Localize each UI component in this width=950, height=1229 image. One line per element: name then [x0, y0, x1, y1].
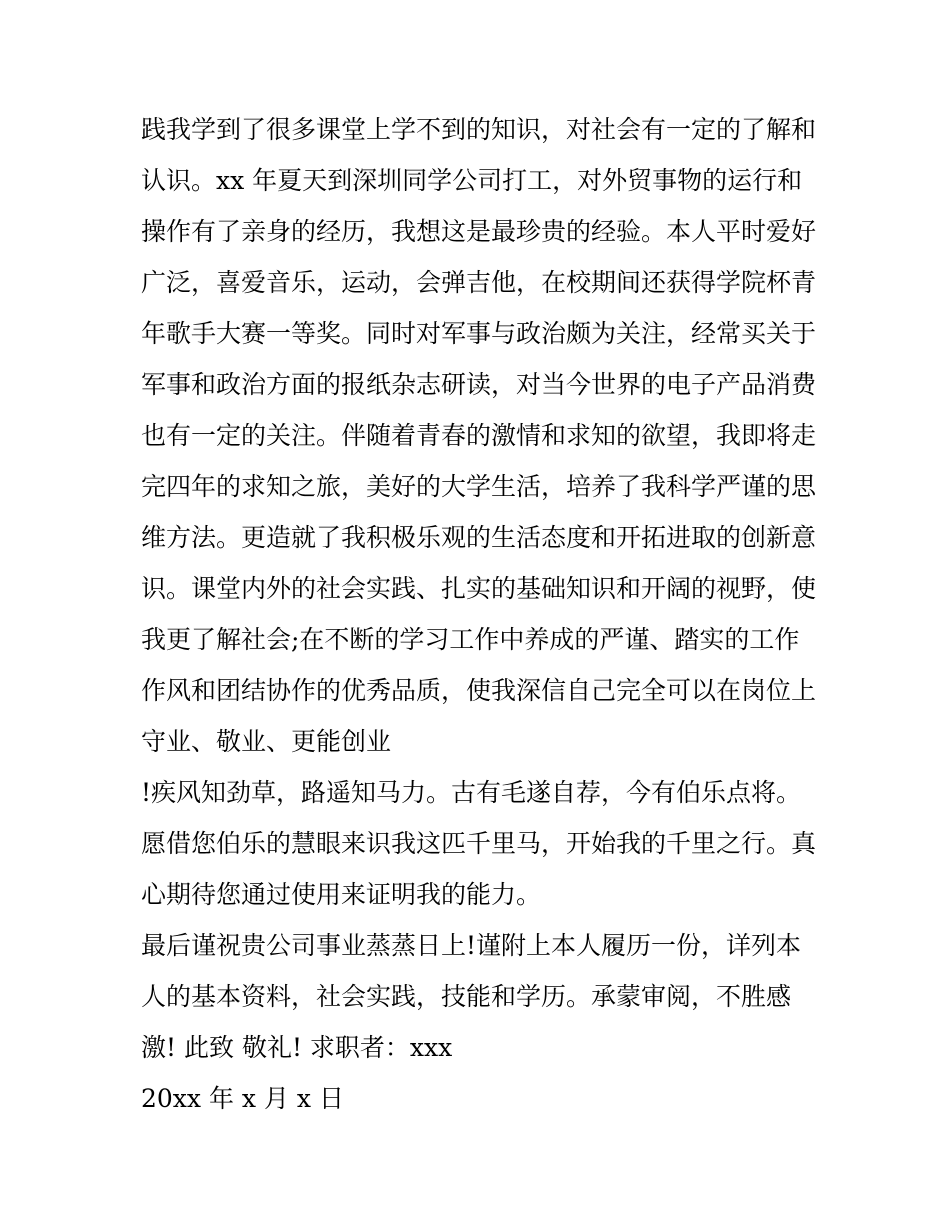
text-line: 维方法。更造就了我积极乐观的生活态度和开拓进取的创新意: [141, 523, 817, 552]
document-body: [141, 104, 821, 1124]
text-line: 愿借您伯乐的慧眼来识我这匹千里马，开始我的千里之行。真: [141, 829, 817, 858]
text-line: 最后谨祝贵公司事业蒸蒸日上!谨附上本人履历一份，详列本: [141, 931, 802, 960]
text-line: 年歌手大赛一等奖。同时对军事与政治颇为关注，经常买关于: [141, 319, 817, 348]
text-line: 也有一定的关注。伴随着青春的激情和求知的欲望，我即将走: [141, 421, 817, 450]
text-line: 识。课堂内外的社会实践、扎实的基础知识和开阔的视野，使: [141, 574, 817, 603]
text-line: 守业、敬业、更能创业: [141, 727, 392, 756]
text-line: 践我学到了很多课堂上学不到的知识，对社会有一定的了解和: [141, 115, 817, 144]
text-line: 人的基本资料，社会实践，技能和学历。承蒙审阅，不胜感: [141, 982, 792, 1011]
text-line: 心期待您通过使用来证明我的能力。: [141, 880, 542, 909]
text-line: !疾风知劲草，路遥知马力。古有毛遂自荐，今有伯乐点将。: [141, 778, 802, 807]
text-line: 操作有了亲身的经历，我想这是最珍贵的经验。本人平时爱好: [141, 217, 817, 246]
date-line: 20xx 年 x 月 x 日: [141, 1084, 344, 1113]
text-line: 军事和政治方面的报纸杂志研读，对当今世界的电子产品消费: [141, 370, 817, 399]
text-line: 广泛，喜爱音乐，运动，会弹吉他，在校期间还获得学院杯青: [141, 268, 817, 297]
text-line: 完四年的求知之旅，美好的大学生活，培养了我科学严谨的思: [141, 472, 817, 501]
text-line: 作风和团结协作的优秀品质，使我深信自己完全可以在岗位上: [141, 676, 817, 705]
text-line: 我更了解社会;在不断的学习工作中养成的严谨、踏实的工作: [141, 625, 800, 654]
text-line: 认识。xx 年夏天到深圳同学公司打工，对外贸事物的运行和: [141, 166, 803, 195]
text-line: 激! 此致 敬礼! 求职者：xxx: [141, 1033, 453, 1062]
